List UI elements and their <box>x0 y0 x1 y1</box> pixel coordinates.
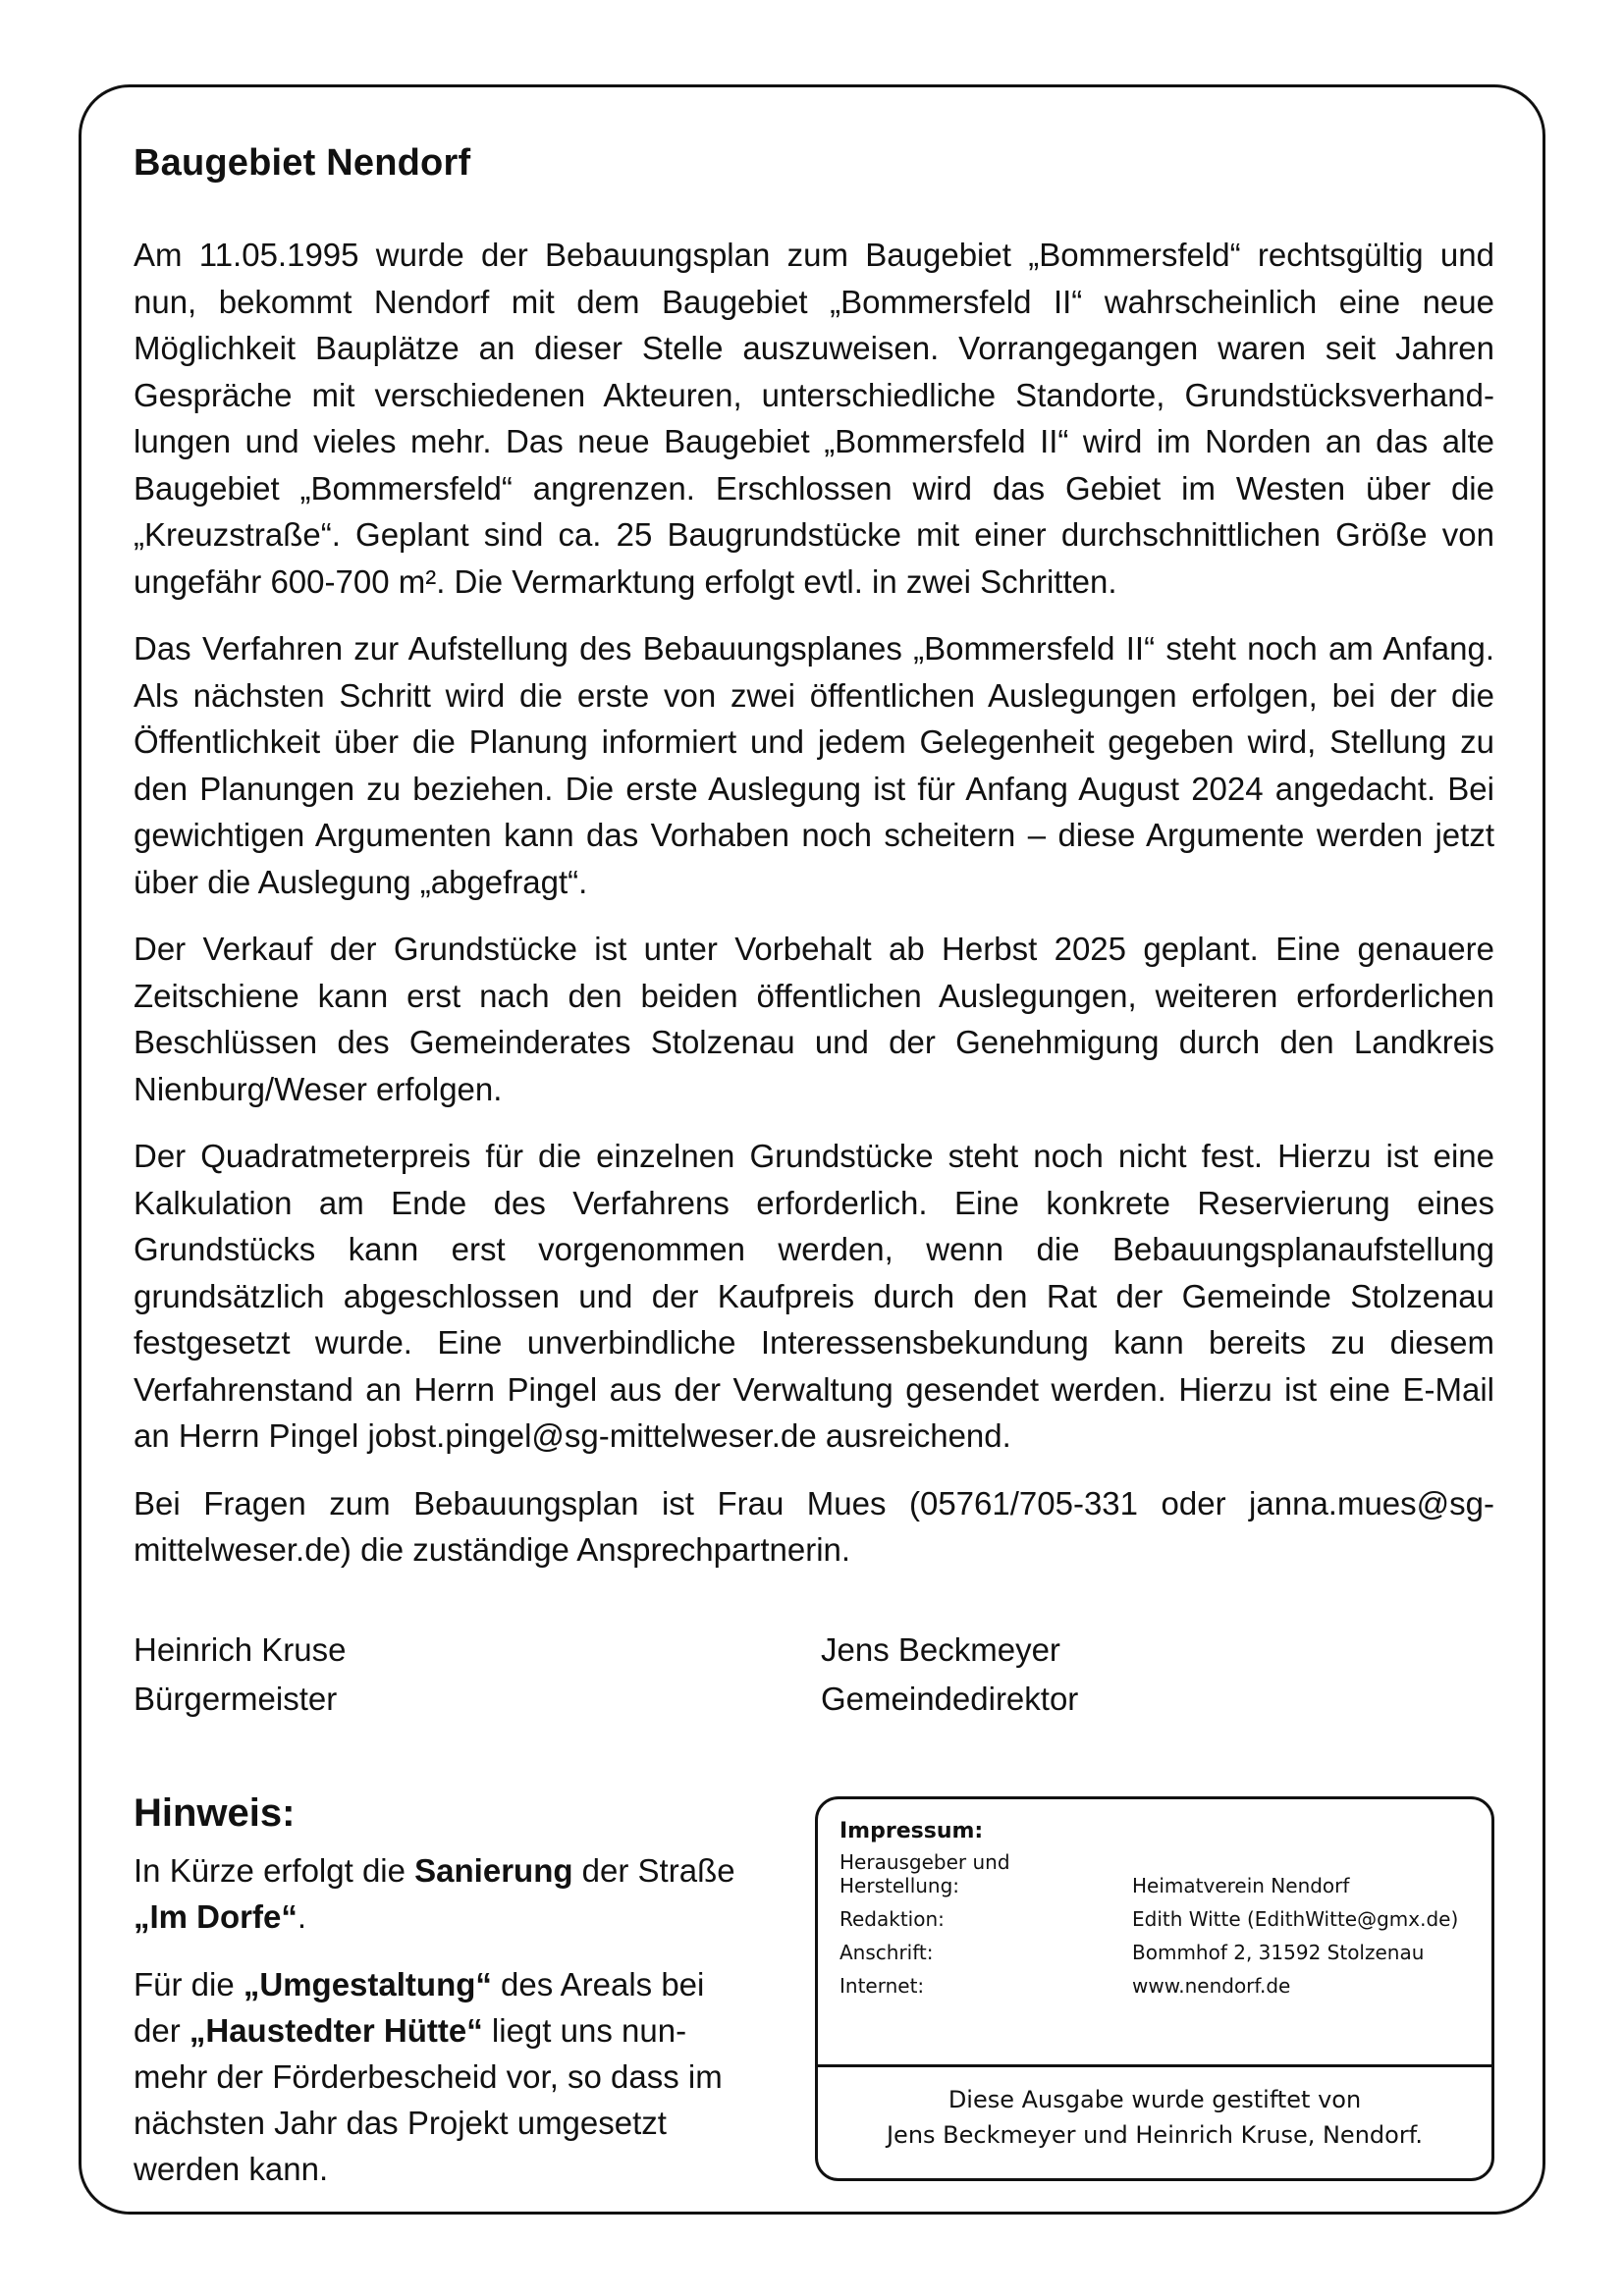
signature-right-role: Gemeindedirektor <box>821 1681 1079 1717</box>
notice-paragraph-1: In Kürze erfolgt die Sanierung der Straße „Im Dorfe“. <box>134 1852 735 1935</box>
impressum-value-address: Bommhof 2, 31592 Stolzenau <box>1132 1941 1425 1964</box>
sponsor-line-1: Diese Ausgabe wurde gestiftet von <box>947 2086 1362 2113</box>
impressum-value-editor: Edith Witte (EdithWitte@gmx.de) <box>1132 1907 1459 1931</box>
notice-heading: Hinweis: <box>134 1791 296 1835</box>
signature-left-role: Bürgermeister <box>134 1681 338 1717</box>
impressum-value-publisher: Heimatverein Nendorf <box>1132 1874 1350 1897</box>
impressum-details <box>818 1799 1491 2067</box>
impressum-label-editor: Redaktion: <box>839 1907 945 1931</box>
impressum-label-address: Anschrift: <box>839 1941 934 1964</box>
paragraph-2: Das Verfahren zur Aufstellung des Bebauungsplanes „Bommersfeld II“ steht noch am Anfang. Als nächsten Schritt wird die erste von zwei öffentlichen Auslegungen erfolgen, bei der die Öffentlichkeit über die Planung informiert und jedem Gelegenheit gegeben wird, Stellung zu den Planungen zu beziehen. Die erste Auslegung ist für Anfang August 2024 angedacht. Bei gewichtigen Argumenten kann das Vorhaben noch scheitern – diese Argumente werden jetzt über die Auslegung „abgefragt“. <box>134 630 1494 900</box>
paragraph-3: Der Verkauf der Grundstücke ist unter Vorbehalt ab Herbst 2025 geplant. Eine genauere Zeitschiene kann erst nach den beiden öffentlichen Auslegungen, weiteren erforderlichen Beschlüssen des Gemeinderates Stolzenau und der Genehmigung durch den Landkreis Nienburg/Weser erfolgen. <box>134 931 1494 1107</box>
signature-right <box>821 1626 1078 1724</box>
paragraph-5: Bei Fragen zum Bebauungsplan ist Frau Mues (05761/705-331 oder janna.mues@sg-mittelweser.de) die zuständige Ansprechpartnerin. <box>134 1484 1494 1568</box>
notice-section <box>134 1789 772 2214</box>
signature-left <box>134 1626 346 1724</box>
signature-block <box>134 1626 1494 1724</box>
impressum-value-internet: www.nendorf.de <box>1132 1974 1291 1998</box>
impressum-label-publisher: Herausgeber und Herstellung: <box>839 1850 1010 1897</box>
impressum-heading: Impressum: <box>839 1819 984 1843</box>
sponsor-note <box>818 2082 1491 2153</box>
signature-right-name: Jens Beckmeyer <box>821 1631 1060 1668</box>
paragraph-4: Der Quadratmeterpreis für die einzelnen Grundstücke steht noch nicht fest. Hierzu ist eine Kalkulation am Ende des Verfahrens erforderlich. Eine konkrete Reservierung eines Grundstücks kann erst vorgenommen werden, wenn die Bebauungsplanaufstellung grundsätzlich abgeschlossen und der Kaufpreis durch den Rat der Gemeinde Stolzenau festgesetzt wurde. Eine unverbindliche Interessensbekundung kann bereits zu diesem Verfahrenstand an Herrn Pingel aus der Verwaltung gesendet werden. Hierzu ist eine E-Mail an Herrn Pingel jobst.pingel@sg-mittelweser.de ausreichend. <box>134 1138 1494 1454</box>
sponsor-line-2: Jens Beckmeyer und Heinrich Kruse, Nendorf. <box>886 2121 1424 2149</box>
impressum-label-internet: Internet: <box>839 1974 925 1998</box>
article-body <box>134 232 1494 1594</box>
paragraph-1: Am 11.05.1995 wurde der Bebauungsplan zum Baugebiet „Bommersfeld“ rechtsgültig und nun, bekommt Nendorf mit dem Baugebiet „Bommersfeld II“ wahrscheinlich eine neue Möglichkeit Bauplätze an dieser Stelle auszuweisen. Vorrangegangen waren seit Jahren Gespräche mit verschiedenen Akteuren, unterschiedliche Standorte, Grundstücksverhandlungen und vieles mehr. Das neue Baugebiet „Bommersfeld II“ wird im Norden an das alte Baugebiet „Bommersfeld“ angrenzen. Erschlossen wird das Gebiet im Westen über die „Kreuzstraße“. Geplant sind ca. 25 Baugrundstücke mit einer durchschnittlichen Größe von ungefähr 600-700 m². Die Vermarktung erfolgt evtl. in zwei Schritten. <box>134 237 1494 600</box>
notice-paragraph-2: Für die „Umgestaltung“ des Areals bei der „Haustedter Hütte“ liegt uns nunmehr der Förderbescheid vor, so dass im nächsten Jahr das Projekt umgesetzt werden kann. <box>134 1966 723 2187</box>
page-title: Baugebiet Nendorf <box>134 142 471 184</box>
signature-left-name: Heinrich Kruse <box>134 1631 347 1668</box>
impressum-box <box>815 1796 1494 2181</box>
